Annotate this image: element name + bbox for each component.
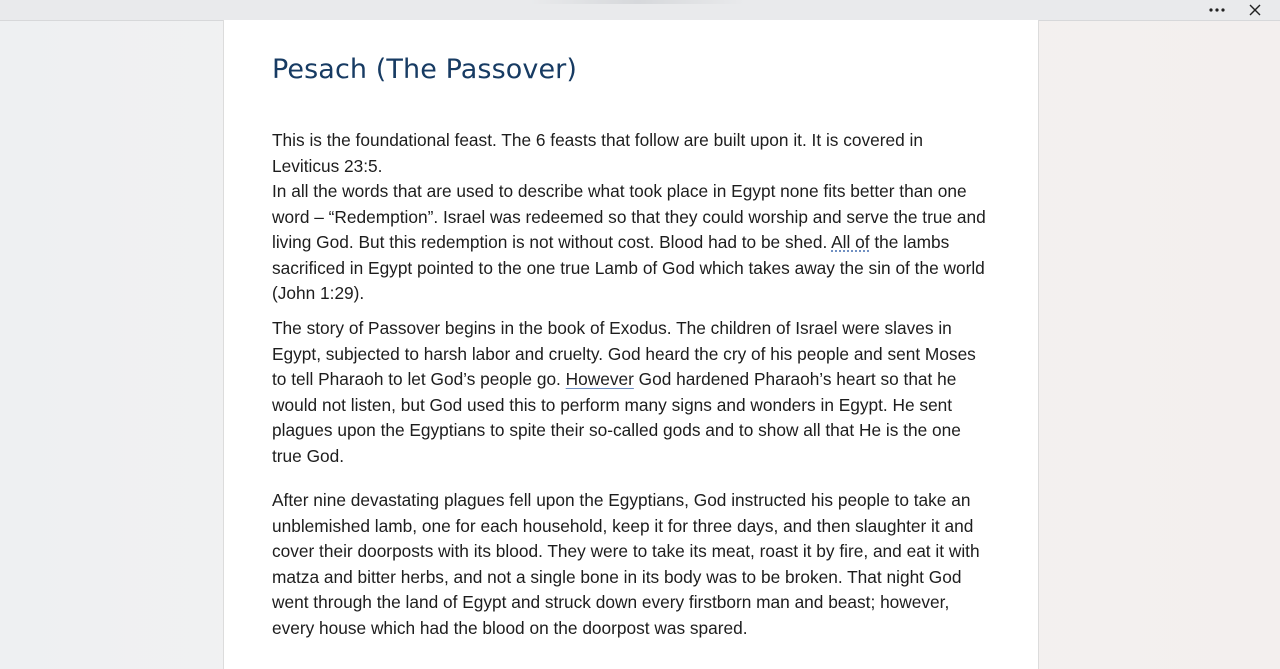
more-horizontal-icon [1208, 7, 1226, 13]
text-segment: to tell Pharaoh to let God’s people go. [272, 369, 566, 389]
paragraph-passover-story [272, 316, 997, 469]
document-title: Pesach (The Passover) [272, 54, 578, 85]
text-line: The story of Passover begins in the book of Exodus. The children of Israel were slaves in [272, 318, 952, 338]
text-line [272, 367, 997, 393]
text-line: true God. [272, 445, 345, 466]
close-icon [1249, 4, 1261, 16]
window-title-bar [0, 0, 1280, 21]
paragraph-plagues [272, 488, 997, 641]
text-line: In all the words that are used to describe what took place in Egypt none fits better than one [272, 181, 967, 201]
text-segment: God hardened Pharaoh’s heart so that he [633, 369, 957, 389]
text-line: cover their doorposts with its blood. They were to take its meat, roast it by fire, and eat it with [272, 541, 980, 561]
grammar-suggestion[interactable]: However [565, 369, 634, 389]
text-line: After nine devastating plagues fell upon the Egyptians, God instructed his people to take an [272, 490, 971, 510]
more-options-button[interactable] [1202, 0, 1232, 20]
text-line: (John 1:29). [272, 283, 365, 303]
text-line: plagues upon the Egyptians to spite their so-called gods and to show all that He is the one [272, 420, 961, 440]
document-page[interactable] [223, 20, 1039, 669]
text-line: went through the land of Egypt and struck down every firstborn man and beast; however, [272, 592, 950, 612]
text-line [272, 230, 997, 256]
text-line: Leviticus 23:5. [272, 155, 383, 176]
text-line: Egypt, subjected to harsh labor and cruelty. God heard the cry of his people and sent Moses [272, 343, 976, 364]
text-line: word – “Redemption”. Israel was redeemed so that they could worship and serve the true and [272, 206, 986, 227]
text-line: sacrificed in Egypt pointed to the one true Lamb of God which takes away the sin of the world [272, 257, 985, 278]
text-line: This is the foundational feast. The 6 feasts that follow are built upon it. It is covered in [272, 130, 923, 150]
text-line: matza and bitter herbs, and not a single bone in its body was to be broken. That night God [272, 566, 962, 587]
text-line: unblemished lamb, one for each household, keep it for three days, and then slaughter it and [272, 515, 974, 536]
paragraph-intro [272, 128, 997, 307]
text-line: every house which had the blood on the doorpost was spared. [272, 617, 748, 638]
text-segment: living God. But this redemption is not without cost. Blood had to be shed. [272, 232, 832, 252]
text-segment: the lambs [869, 232, 950, 252]
spelling-suggestion[interactable]: All of [831, 232, 870, 252]
window-drag-handle[interactable] [530, 0, 745, 4]
text-line: would not listen, but God used this to perform many signs and wonders in Egypt. He sent [272, 394, 953, 415]
close-button[interactable] [1240, 0, 1270, 20]
